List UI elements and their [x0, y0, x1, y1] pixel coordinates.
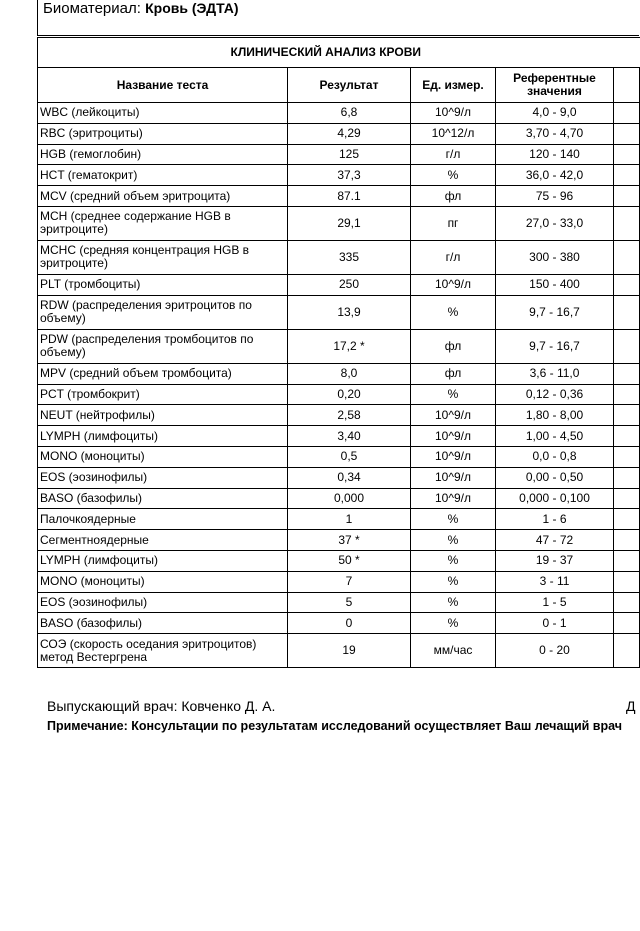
test-reference: 19 - 37	[496, 550, 614, 571]
table-row	[38, 571, 640, 592]
extra-cell	[614, 571, 640, 592]
extra-cell	[614, 634, 640, 668]
table-row	[38, 446, 640, 467]
column-header: Результат	[288, 68, 411, 103]
biomaterial	[43, 0, 239, 17]
extra-cell	[614, 165, 640, 186]
test-name: LYMPH (лимфоциты)	[38, 550, 288, 571]
extra-cell	[614, 613, 640, 634]
table-row	[38, 488, 640, 509]
table-row	[38, 613, 640, 634]
test-unit: 10^12/л	[411, 123, 496, 144]
test-name: WBC (лейкоциты)	[38, 103, 288, 124]
table-row	[38, 509, 640, 530]
extra-cell	[614, 295, 640, 329]
table-row	[38, 592, 640, 613]
test-result: 0,5	[288, 446, 411, 467]
extra-cell	[614, 363, 640, 384]
table-row	[38, 123, 640, 144]
test-unit: %	[411, 384, 496, 405]
test-result: 0,20	[288, 384, 411, 405]
test-name: EOS (эозинофилы)	[38, 467, 288, 488]
test-unit: 10^9/л	[411, 467, 496, 488]
test-unit: %	[411, 571, 496, 592]
test-unit: фл	[411, 186, 496, 207]
test-reference: 0 - 20	[496, 634, 614, 668]
test-unit: фл	[411, 329, 496, 363]
table-row	[38, 206, 640, 240]
test-unit: %	[411, 509, 496, 530]
test-reference: 9,7 - 16,7	[496, 329, 614, 363]
extra-cell	[614, 329, 640, 363]
test-name: СОЭ (скорость оседания эритроцитов) метод Вестергрена	[38, 634, 288, 668]
test-reference: 0 - 1	[496, 613, 614, 634]
test-unit: пг	[411, 206, 496, 240]
test-result: 13,9	[288, 295, 411, 329]
test-unit: г/л	[411, 144, 496, 165]
test-name: BASO (базофилы)	[38, 613, 288, 634]
test-reference: 150 - 400	[496, 274, 614, 295]
test-unit: 10^9/л	[411, 274, 496, 295]
test-result: 37,3	[288, 165, 411, 186]
column-header: Ед. измер.	[411, 68, 496, 103]
test-result: 37 *	[288, 530, 411, 551]
test-result: 50 *	[288, 550, 411, 571]
table-row	[38, 103, 640, 124]
test-result: 0	[288, 613, 411, 634]
test-reference: 36,0 - 42,0	[496, 165, 614, 186]
table-row	[38, 295, 640, 329]
extra-cell	[614, 550, 640, 571]
table-row	[38, 530, 640, 551]
test-reference: 27,0 - 33,0	[496, 206, 614, 240]
extra-cell	[614, 103, 640, 124]
test-name: MCH (среднее содержание HGB в эритроците)	[38, 206, 288, 240]
extra-cell	[614, 467, 640, 488]
test-result: 0,000	[288, 488, 411, 509]
test-reference: 0,12 - 0,36	[496, 384, 614, 405]
test-reference: 47 - 72	[496, 530, 614, 551]
test-unit: %	[411, 295, 496, 329]
extra-cell	[614, 240, 640, 274]
test-result: 250	[288, 274, 411, 295]
test-result: 4,29	[288, 123, 411, 144]
test-name: RDW (распределения эритроцитов по объему)	[38, 295, 288, 329]
table-row	[38, 165, 640, 186]
table-row	[38, 550, 640, 571]
test-unit: 10^9/л	[411, 488, 496, 509]
test-unit: %	[411, 613, 496, 634]
extra-cell	[614, 144, 640, 165]
table-title: КЛИНИЧЕСКИЙ АНАЛИЗ КРОВИ	[38, 38, 614, 68]
extra-cell	[614, 509, 640, 530]
test-name: MONO (моноциты)	[38, 446, 288, 467]
test-result: 1	[288, 509, 411, 530]
test-name: HGB (гемоглобин)	[38, 144, 288, 165]
table-row	[38, 144, 640, 165]
test-reference: 0,0 - 0,8	[496, 446, 614, 467]
biomaterial-value: Кровь (ЭДТА)	[145, 0, 239, 16]
extra-cell	[614, 530, 640, 551]
test-reference: 1 - 5	[496, 592, 614, 613]
test-result: 2,58	[288, 405, 411, 426]
column-header: Название теста	[38, 68, 288, 103]
test-reference: 300 - 380	[496, 240, 614, 274]
test-reference: 1,00 - 4,50	[496, 426, 614, 447]
table-row	[38, 274, 640, 295]
test-reference: 9,7 - 16,7	[496, 295, 614, 329]
test-unit: 10^9/л	[411, 426, 496, 447]
column-header: Референтные значения	[496, 68, 614, 103]
test-name: Сегментноядерные	[38, 530, 288, 551]
table-row	[38, 634, 640, 668]
test-name: MCHC (средняя концентрация HGB в эритроците)	[38, 240, 288, 274]
results-table	[37, 37, 640, 668]
test-unit: 10^9/л	[411, 446, 496, 467]
test-reference: 3 - 11	[496, 571, 614, 592]
test-name: PDW (распределения тромбоцитов по объему)	[38, 329, 288, 363]
test-result: 7	[288, 571, 411, 592]
test-result: 87.1	[288, 186, 411, 207]
test-name: HCT (гематокрит)	[38, 165, 288, 186]
test-unit: 10^9/л	[411, 405, 496, 426]
test-name: MCV (средний объем эритроцита)	[38, 186, 288, 207]
test-unit: мм/час	[411, 634, 496, 668]
test-name: EOS (эозинофилы)	[38, 592, 288, 613]
test-reference: 1 - 6	[496, 509, 614, 530]
test-result: 29,1	[288, 206, 411, 240]
extra-cell	[614, 274, 640, 295]
test-name: NEUT (нейтрофилы)	[38, 405, 288, 426]
test-reference: 3,6 - 11,0	[496, 363, 614, 384]
test-name: LYMPH (лимфоциты)	[38, 426, 288, 447]
table-row	[38, 329, 640, 363]
extra-cell	[614, 384, 640, 405]
test-reference: 4,0 - 9,0	[496, 103, 614, 124]
table-row	[38, 363, 640, 384]
test-result: 17,2 *	[288, 329, 411, 363]
test-reference: 0,000 - 0,100	[496, 488, 614, 509]
table-row	[38, 384, 640, 405]
test-unit: %	[411, 165, 496, 186]
test-result: 335	[288, 240, 411, 274]
test-unit: фл	[411, 363, 496, 384]
test-name: PLT (тромбоциты)	[38, 274, 288, 295]
table-row	[38, 467, 640, 488]
test-unit: %	[411, 550, 496, 571]
test-result: 3,40	[288, 426, 411, 447]
cut-off-text: Д	[626, 698, 636, 714]
test-result: 19	[288, 634, 411, 668]
extra-cell	[614, 488, 640, 509]
test-unit: %	[411, 530, 496, 551]
test-result: 8,0	[288, 363, 411, 384]
column-header	[614, 68, 640, 103]
extra-cell	[614, 426, 640, 447]
table-row	[38, 240, 640, 274]
test-name: RBC (эритроциты)	[38, 123, 288, 144]
test-name: Палочкоядерные	[38, 509, 288, 530]
issuing-doctor: Выпускающий врач: Ковченко Д. А.	[47, 698, 276, 714]
test-unit: %	[411, 592, 496, 613]
test-result: 125	[288, 144, 411, 165]
table-row	[38, 405, 640, 426]
extra-cell	[614, 446, 640, 467]
test-unit: 10^9/л	[411, 103, 496, 124]
extra-cell	[614, 123, 640, 144]
biomaterial-label: Биоматериал:	[43, 0, 141, 17]
test-reference: 0,00 - 0,50	[496, 467, 614, 488]
extra-cell	[614, 405, 640, 426]
table-row	[38, 186, 640, 207]
title-extra-cell	[614, 38, 640, 68]
test-reference: 75 - 96	[496, 186, 614, 207]
test-unit: г/л	[411, 240, 496, 274]
test-result: 5	[288, 592, 411, 613]
biomaterial-box	[37, 0, 639, 36]
test-name: BASO (базофилы)	[38, 488, 288, 509]
test-reference: 3,70 - 4,70	[496, 123, 614, 144]
test-result: 6,8	[288, 103, 411, 124]
extra-cell	[614, 206, 640, 240]
extra-cell	[614, 186, 640, 207]
table-row	[38, 426, 640, 447]
test-reference: 120 - 140	[496, 144, 614, 165]
test-name: MPV (средний объем тромбоцита)	[38, 363, 288, 384]
test-reference: 1,80 - 8,00	[496, 405, 614, 426]
test-name: MONO (моноциты)	[38, 571, 288, 592]
test-result: 0,34	[288, 467, 411, 488]
note: Примечание: Консультации по результатам исследований осуществляет Ваш лечащий врач	[47, 719, 622, 733]
test-name: PCT (тромбокрит)	[38, 384, 288, 405]
extra-cell	[614, 592, 640, 613]
